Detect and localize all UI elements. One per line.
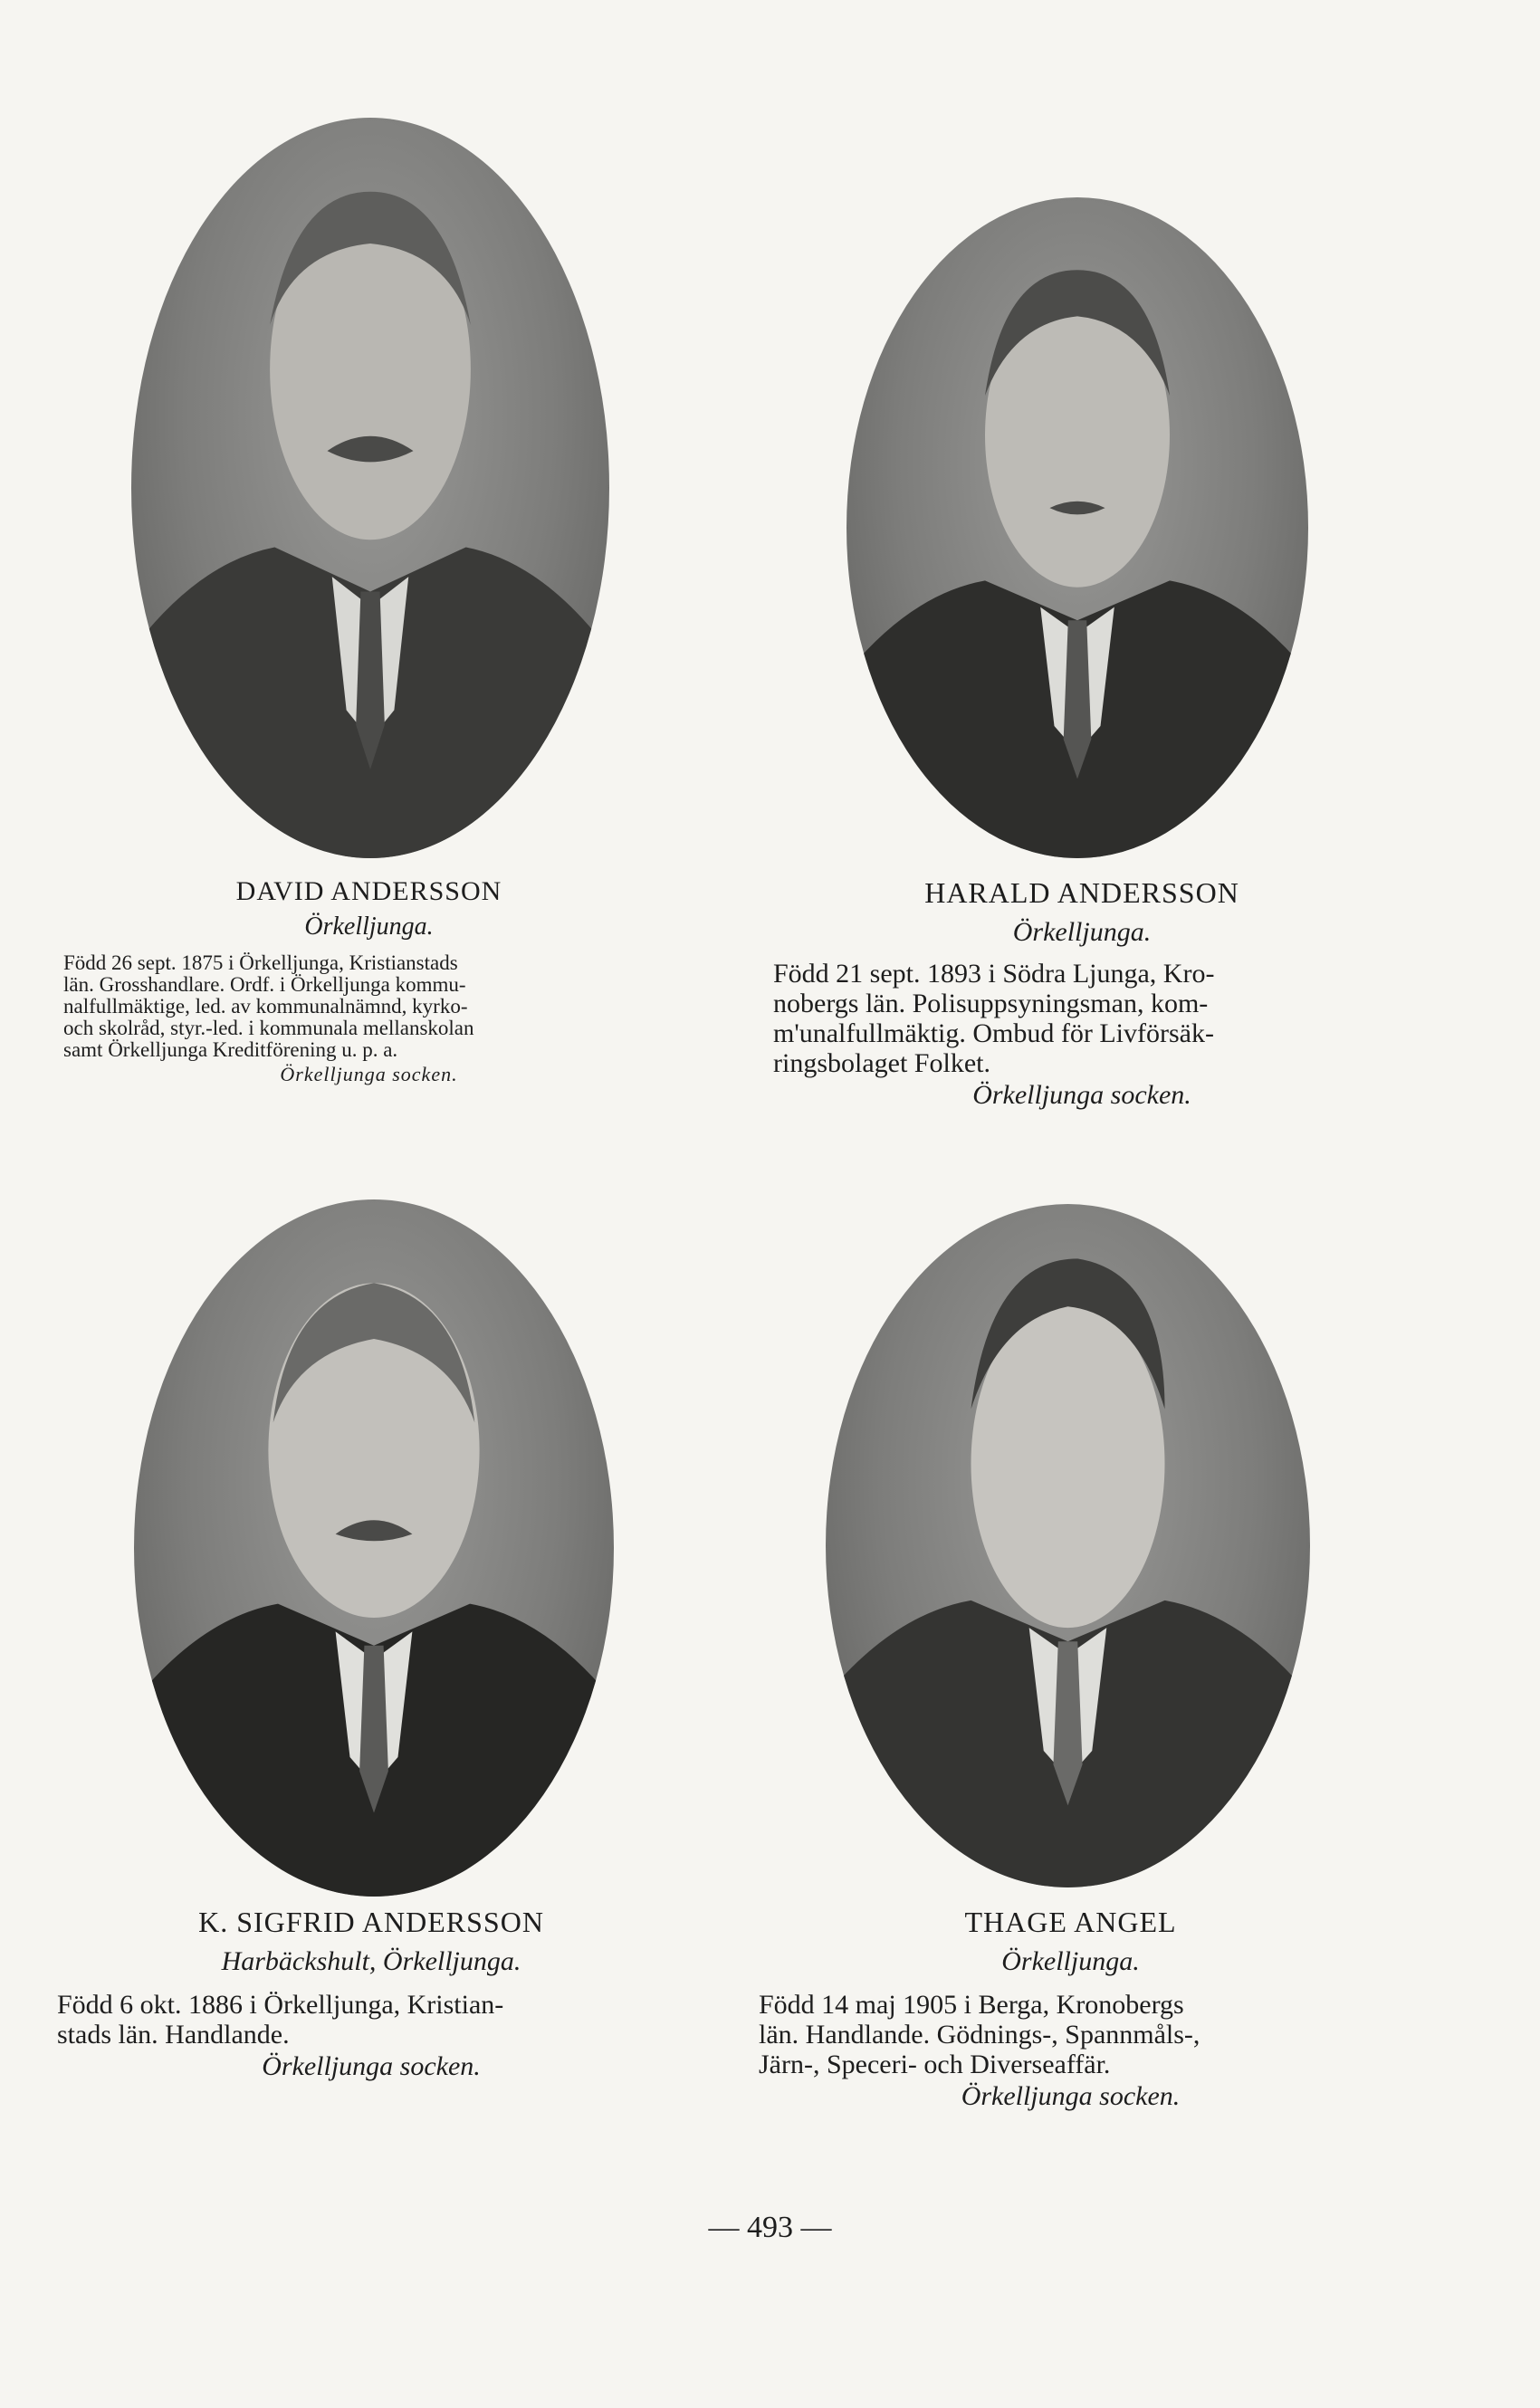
person-name: K. SIGFRID ANDERSSON — [198, 1906, 544, 1938]
portrait-david-andersson — [131, 118, 609, 858]
entry-harald-andersson — [770, 876, 1394, 1111]
person-bio: Född 6 okt. 1886 i Örkelljunga, Kristian- stads län. Handlande. — [57, 1990, 504, 2050]
person-place: Örkelljunga. — [304, 913, 434, 941]
person-bio: Född 26 sept. 1875 i Örkelljunga, Kristianstads län. Grosshandlare. Ordf. i Örkelljunga kommu- nalfullmäktige, led. av kommunalnämnd, kyrko- och skolråd, styr.-led. i kommunala mellanskolan samt Örkelljunga Kreditförening u. p. a. — [63, 951, 474, 1061]
page-number: — 493 — — [708, 2211, 832, 2244]
person-socken: Örkelljunga socken. — [961, 2081, 1181, 2111]
person-name: THAGE ANGEL — [964, 1906, 1177, 1938]
person-socken: Örkelljunga socken. — [280, 1063, 458, 1085]
portrait-harald-andersson — [847, 197, 1308, 858]
person-place: Harbäckshult, Örkelljunga. — [221, 1946, 521, 1976]
portrait-thage-angel — [826, 1204, 1310, 1887]
entry-thage-angel — [751, 1906, 1390, 2112]
person-name: DAVID ANDERSSON — [235, 876, 502, 906]
person-name: HARALD ANDERSSON — [924, 876, 1239, 909]
entry-k-sigfrid-andersson — [50, 1906, 693, 2082]
entry-david-andersson — [54, 876, 684, 1086]
person-place: Örkelljunga. — [1001, 1946, 1140, 1976]
person-bio: Född 14 maj 1905 i Berga, Kronobergs län. Handlande. Gödnings-, Spannmåls-, Järn-, Speceri- och Diverseaffär. — [759, 1990, 1200, 2079]
portrait-k-sigfrid-andersson — [134, 1199, 614, 1897]
person-bio: Född 21 sept. 1893 i Södra Ljunga, Kro- nobergs län. Polisuppsyningsman, kom- m'unalfullmäktig. Ombud för Livförsäk- ringsbolaget Folket. — [773, 959, 1215, 1078]
person-place: Örkelljunga. — [1012, 917, 1152, 947]
person-socken: Örkelljunga socken. — [972, 1080, 1191, 1110]
person-socken: Örkelljunga socken. — [262, 2051, 481, 2081]
